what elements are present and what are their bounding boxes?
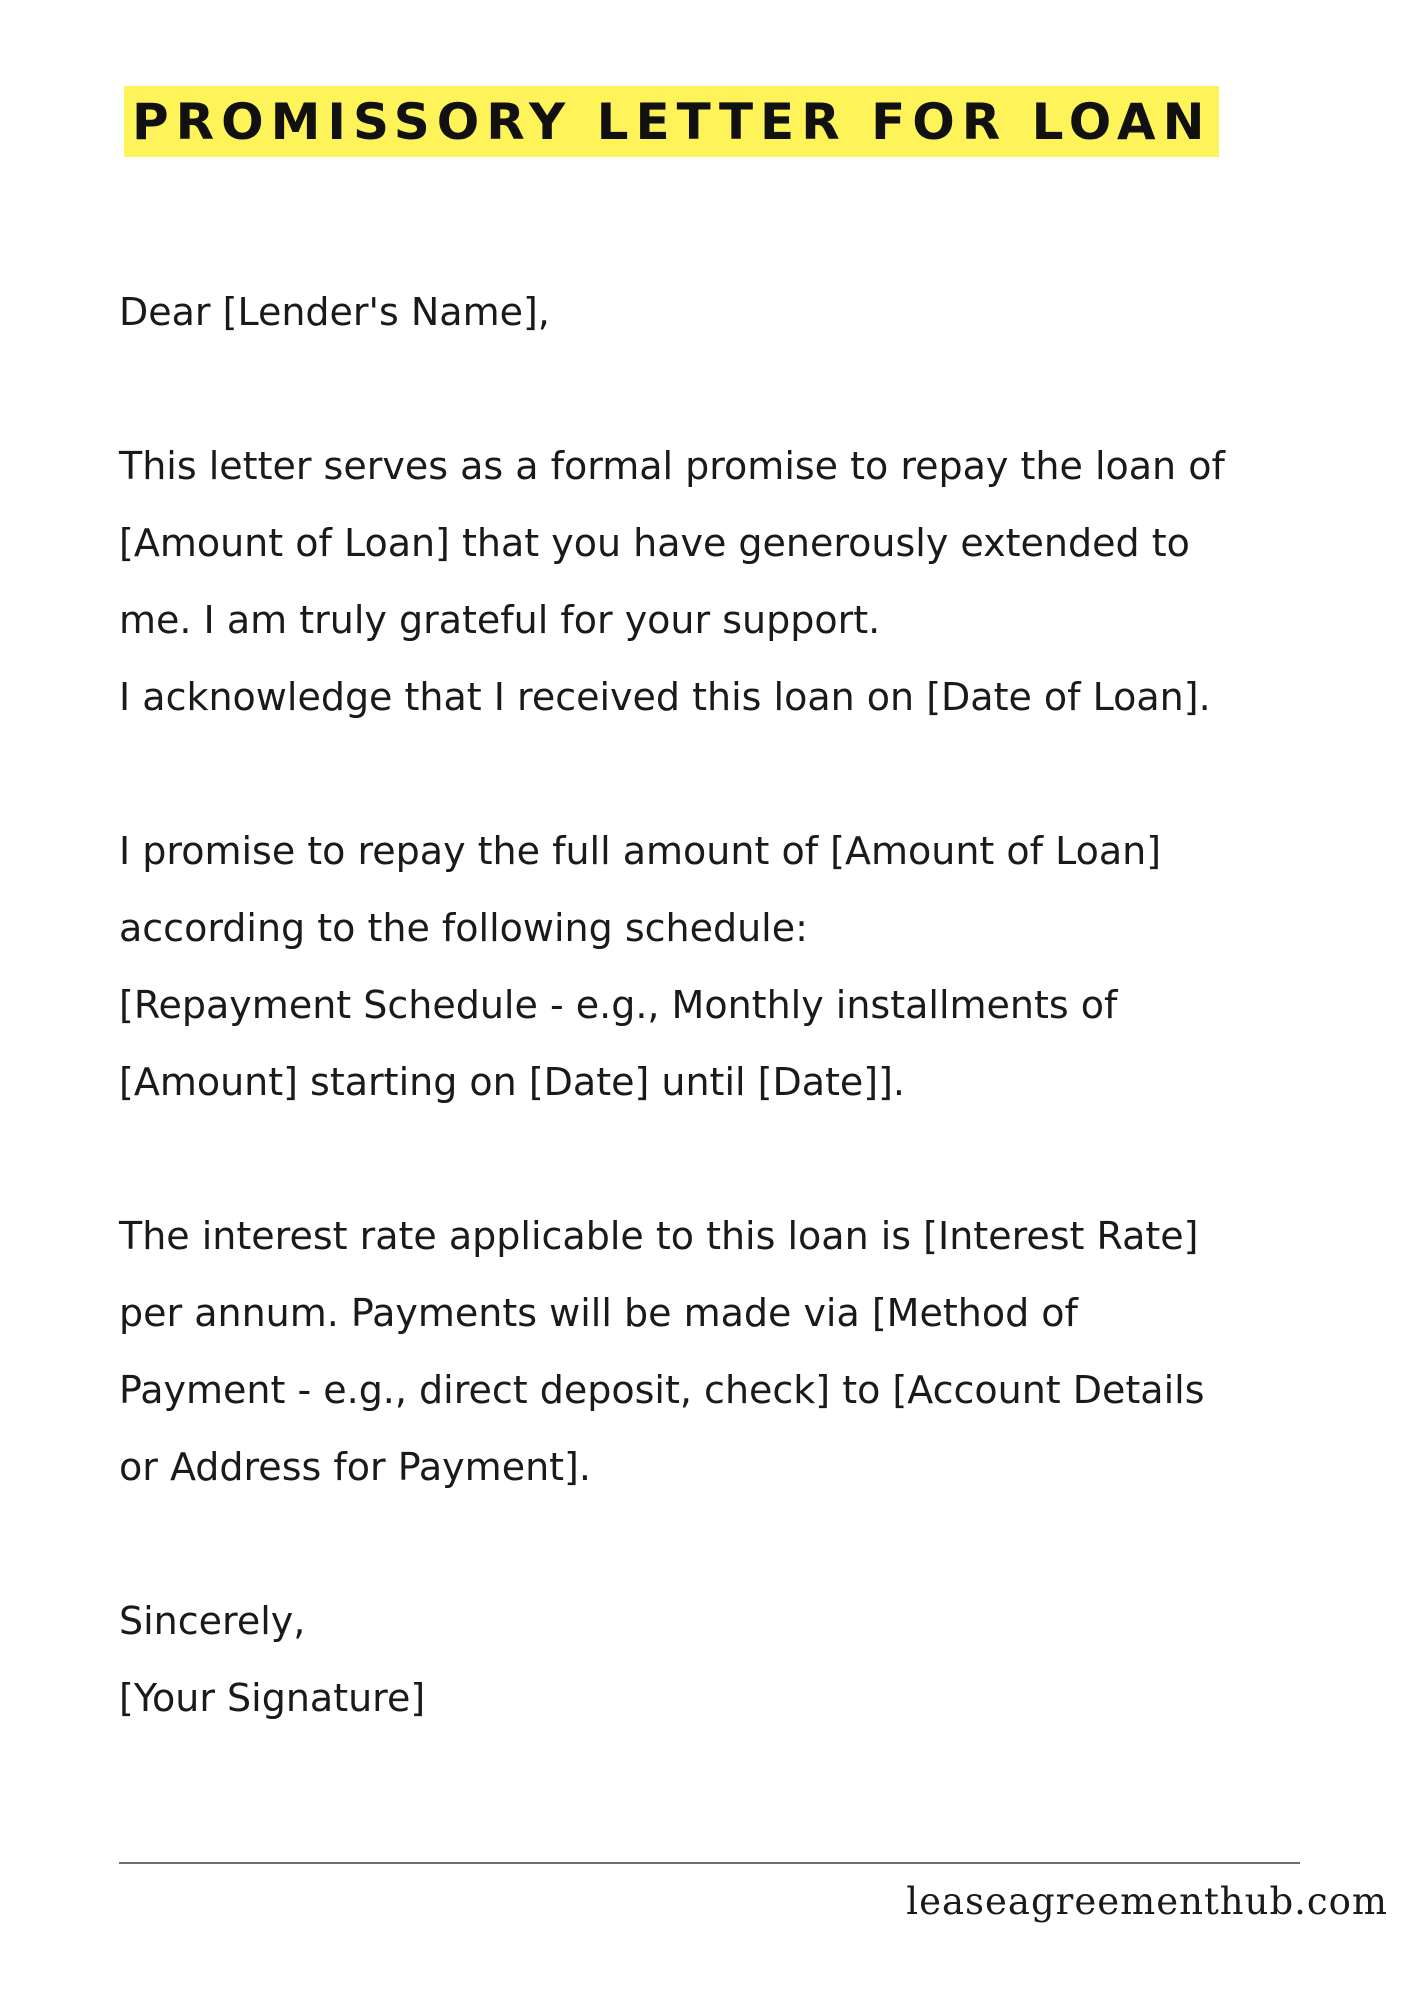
paragraph-line: [Amount] starting on [Date] until [Date]].	[119, 1060, 906, 1104]
paragraph-line: I acknowledge that I received this loan on [Date of Loan].	[119, 675, 1211, 719]
letter-salutation	[119, 274, 1359, 351]
paragraph-line: me. I am truly grateful for your support.	[119, 598, 881, 642]
paragraph-interest-payment	[119, 1198, 1359, 1506]
footer-divider	[119, 1862, 1300, 1864]
paragraph-line: This letter serves as a formal promise to repay the loan of	[119, 444, 1225, 488]
paragraph-line: The interest rate applicable to this loan is [Interest Rate]	[119, 1214, 1199, 1258]
footer-website: leaseagreementhub.com	[906, 1880, 1388, 1923]
paragraph-line: [Repayment Schedule - e.g., Monthly installments of	[119, 983, 1118, 1027]
paragraph-line: [Amount of Loan] that you have generously extended to	[119, 521, 1190, 565]
letter-closing	[119, 1583, 1359, 1737]
closing-line: Sincerely,	[119, 1599, 306, 1643]
paragraph-line: per annum. Payments will be made via [Method of	[119, 1291, 1078, 1335]
signature-placeholder: [Your Signature]	[119, 1676, 426, 1720]
title-highlight	[124, 86, 1219, 157]
paragraph-line: or Address for Payment].	[119, 1445, 591, 1489]
paragraph-repayment-schedule	[119, 813, 1359, 1121]
paragraph-line: according to the following schedule:	[119, 906, 808, 950]
paragraph-line: I promise to repay the full amount of [Amount of Loan]	[119, 829, 1162, 873]
paragraph-loan-promise	[119, 428, 1359, 736]
salutation-line: Dear [Lender's Name],	[119, 290, 550, 334]
paragraph-line: Payment - e.g., direct deposit, check] to [Account Details	[119, 1368, 1205, 1412]
document-title: PROMISSORY LETTER FOR LOAN	[132, 92, 1212, 151]
